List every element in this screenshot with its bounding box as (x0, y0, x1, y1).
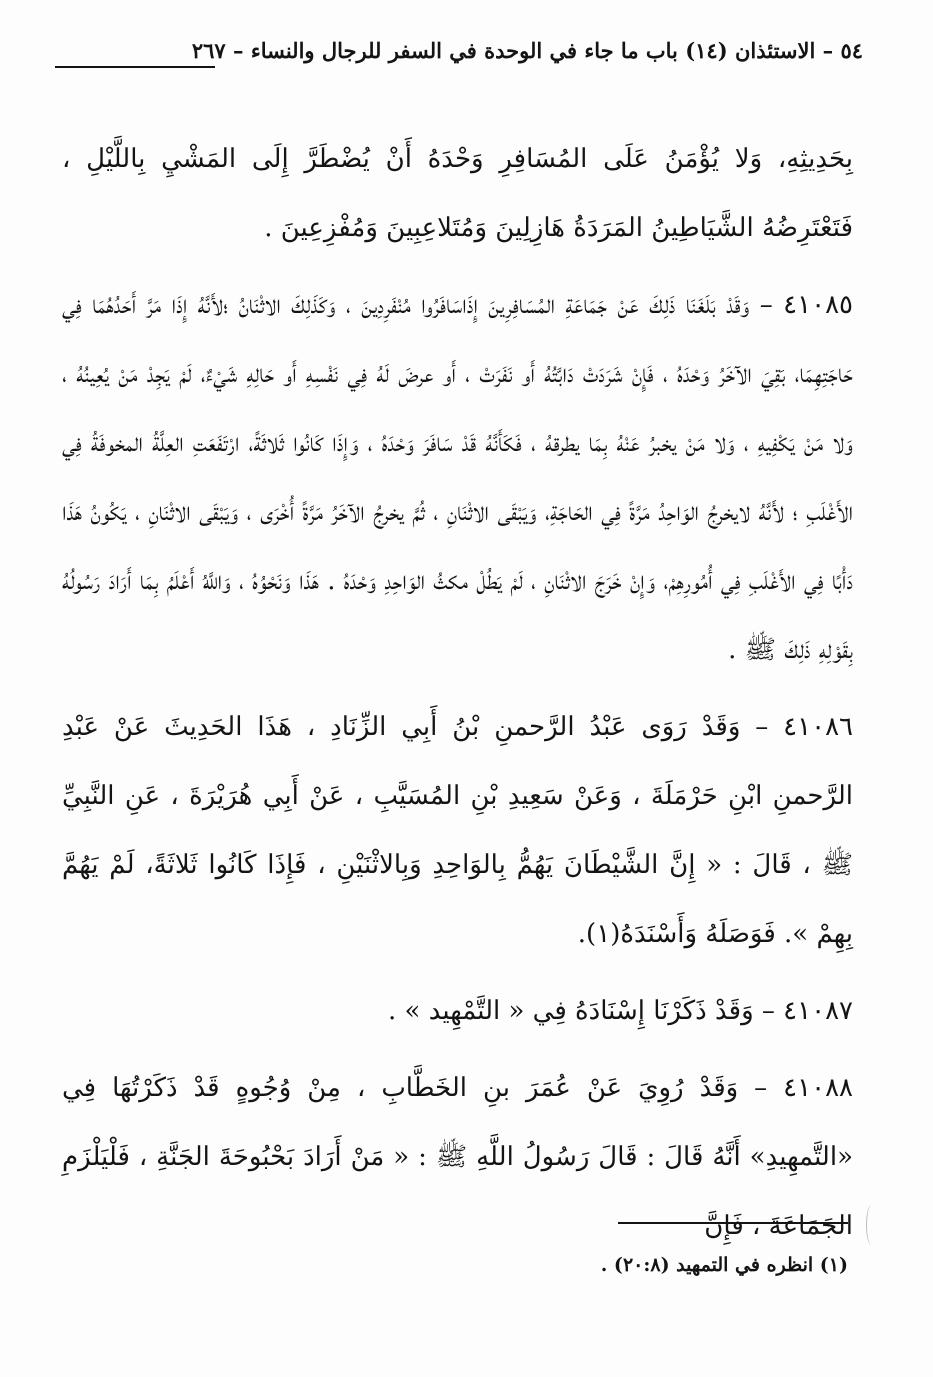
paragraph: بِحَدِيثِهِ، وَلا يُؤْمَنُ عَلَى المُسَافِرِ وَحْدَهُ أَنْ يُضْطَرَّ إِلَى المَشْيِ بِاللَّيْلِ ، فَتَعْتَرِضُهُ الشَّيَاطِينُ المَرَدَةُ هَازِلِينَ وَمُتَلاعِبِينَ وَمُفْزِعِينَ . (62, 144, 853, 243)
paragraph: ٤١٠٨٧ – وَقَدْ ذَكَرْنَا إِسْنَادَهُ فِي « التَّمْهِيد » . (388, 996, 853, 1026)
paragraph: ٤١٠٨٦ – وَقَدْ رَوَى عَبْدُ الرَّحمنِ بْنُ أَبِي الزِّنَادِ ، هَذَا الحَدِيثَ عَنْ عَبْدِ الرَّحمنِ ابْنِ حَرْمَلَةَ ، وَعَنْ سَعِيدِ بْنِ المُسَيَّبِ ، عَنْ أَبِي هُرَيْرَةَ ، عَنِ النَّبِيِّ ﷺ ، قَالَ : « إِنَّ الشَّيْطَانَ يَهُمُّ بِالوَاحِدِ وَبِالاثْنَيْنِ ، فَإِذَا كَانُوا ثَلاثَةً، لَمْ يَهُمَّ بِهِمْ ». فَوَصَلَهُ وَأَسْنَدَهُ(١). (62, 712, 853, 949)
main-text (62, 125, 853, 1269)
page-edge-mark (866, 1205, 877, 1245)
footnote: (١) انظره في التمهيد (٢٠:٨) . (600, 1254, 848, 1276)
paragraph: ٤١٠٨٨ – وَقَدْ رُوِيَ عَنْ عُمَرَ بنِ الخَطَّابِ ، مِنْ وُجُوهٍ قَدْ ذَكَرْتُهَا فِي «التَّمهِيدِ» أَنَّهُ قَالَ : قَالَ رَسُولُ اللَّهِ ﷺ : « مَنْ أَرَادَ بَحْبُوحَةَ الجَنَّةِ ، فَلْيَلْزَمِ الجَمَاعَةَ ، فَإِنَّ (62, 1073, 853, 1241)
page-header (55, 38, 863, 78)
footnote-rule (618, 1222, 848, 1224)
header-rule (55, 66, 215, 68)
running-header-title: ٥٤ – الاستئذان (١٤) باب ما جاء في الوحدة في السفر للرجال والنساء – ٢٦٧ (191, 38, 863, 63)
paragraph: ٤١٠٨٥ – وَقَدْ بَلَغَنَا ذَلِكَ عَنْ جَمَاعَةِ المُسَافِرِينَ إِذَاسَافَرُوا مُنْفَرِدِينَ ، وَكَذَلِكَ الاثْنَانُ ؛لأَنَّهُ إِذَا مَرَّ أَحَدُهُمَا فِي حَاجَتِهِمَا، بَقِيَ الآخَرُ وَحْدَهُ ، فَإِنْ شَرَدَتْ دَابَّتُهُ أَو نَفَرَتْ ، أَو عرضَ لَهُ فِي نَفْسِهِ أَو حَالِهِ شَيْءٌ، لَمْ يَجِدْ مَنْ يُعِينُهُ ، وَلا مَنْ يَكْفِيهِ ، وَلا مَنْ يخبرُ عَنْهُ بِمَا يطرقهُ ، فَكَأَنَّهُ قَدْ سَافَرَ وَحْدَهُ ، وَإِذَا كَانُوا ثَلاثَةً، ارْتَفَعَتِ العِلَّةُ المخوفَةُ فِي الأَغْلَبِ ؛ لأَنَّهُ لايخرجُ الوَاحِدُ مَرَّةً فِي الحَاجَةِ، وَيَبْقَى الاثْنَانِ ، ثُمَّ يخرجُ الآخَرُ مَرَّةً أُخْرَى ، وَيَبْقَى الاثْنَانِ ، يَكُونُ هَذَا دَأْبًا فِي الأَغْلَبِ فِي أُمُورِهِمْ، وَإِنْ خَرَجَ الاثْنَانِ ، لَمْ يَطُلْ مكثُ الوَاحِدِ وَحْدَهُ . هَذَا وَنَحْوُهُ ، وَاللَّهُ أَعْلَمُ بِمَا أَرَادَ رَسُولُهُ بِقَوْلِهِ ذَلِكَ ﷺ . (62, 290, 853, 665)
